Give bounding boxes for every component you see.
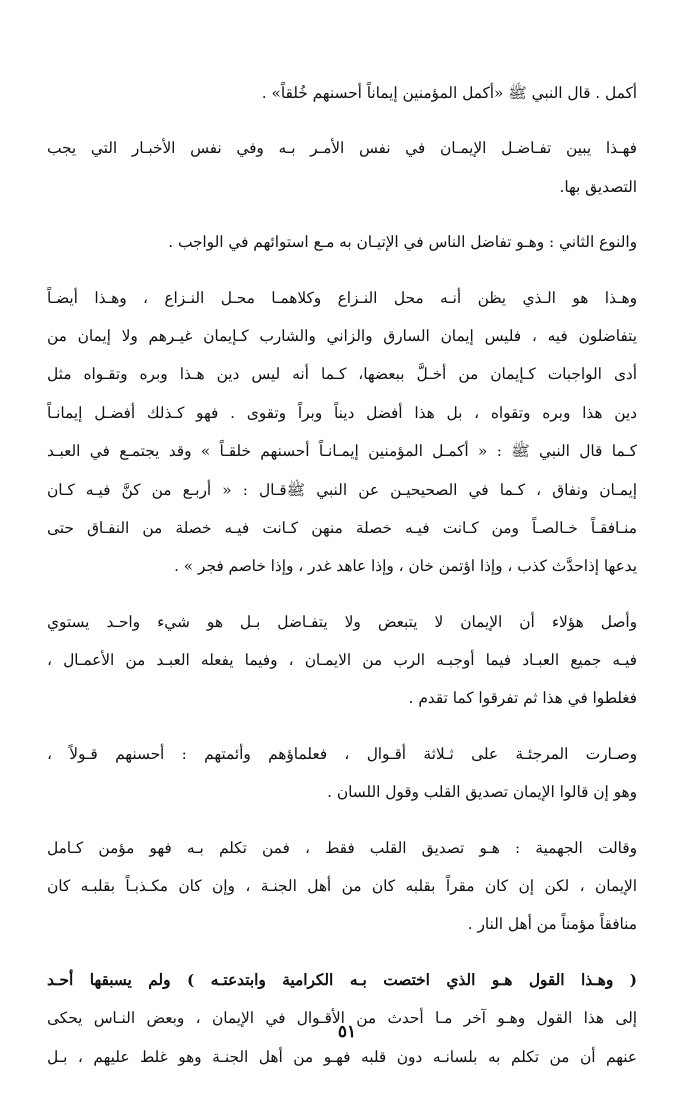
text-line: ( وهـذا القول هـو الذي اختصت بـه الكرامية وابتدعتـه ) ولم يسبقها أحـد (47, 970, 637, 989)
body-text (47, 74, 637, 1093)
text-line: دين هذا وبره وتقواه ، بل هذا أفضل ديناً وبراً وتقوى . فهو كـذلك أفضـل إيمانـاً (47, 403, 637, 422)
text-line: وأصل هؤلاء أن الإيمان لا يتبعض ولا يتفـاضل بـل هو شيء واحـد يستوي (47, 612, 637, 631)
paragraph (47, 279, 637, 586)
text-line: الإيمان ، لكن إن كان مقراً بقلبه كان من أهل الجنـة ، وإن كان مكـذبـاً بقلبـه كان (47, 877, 637, 896)
text-line: وقالت الجهمية : هـو تصديق القلب فقط ، فمن تكلم بـه فهو مؤمن كـامل (47, 838, 637, 857)
paragraph (47, 603, 637, 718)
text-line: كـما قال النبي ﷺ : « أكمـل المؤمنين إيمـانـاً أحسنهم خلقـاً » وقد يجتمـع في العبـد (47, 442, 637, 461)
text-line: منافقاً مؤمناً من أهل النار . (467, 915, 637, 934)
text-line: عنهم أن من تكلم به بلسانـه دون قلبه فهـو من أهل الجنـة وهو غلط عليهم ، بـل (47, 1047, 637, 1066)
text-line: فهـذا يبين تفـاضـل الإيمـان في نفس الأمـر بـه وفي نفس الأخبـار التي يجب (47, 139, 637, 158)
text-line: يدعها إذاحدَّث كذب ، وإذا اؤتمن خان ، وإذا عاهد غدر ، وإذا خاصم فجر » . (174, 557, 637, 576)
paragraph (47, 735, 637, 812)
text-line: وهـذا هو الـذي يظن أنـه محل النـزاع وكلاهمـا محـل النـزاع ، وهـذا أيضـاً (47, 288, 637, 307)
text-line: والنوع الثاني : وهـو تفاضل الناس في الإتيـان به مـع استوائهم في الواجب . (168, 233, 637, 252)
text-line: وهو إن قالوا الإيمان تصديق القلب وقول اللسان . (327, 783, 637, 802)
paragraph (47, 829, 637, 944)
text-line: يتفاضلون فيه ، فليس إيمان السارق والزاني والشارب كـإيمان غيـرهم ولا إيمان من (47, 326, 637, 345)
paragraph (47, 961, 637, 1076)
text-line: إيمـان ونفاق ، كـما في الصحيحيـن عن النبي ﷺقـال : « أربـع من كنَّ فيـه كـان (47, 480, 637, 499)
paragraph (47, 74, 637, 112)
paragraph (47, 129, 637, 206)
text-line: منـافقـاً خـالصـاً ومن كـانت فيـه خصلة منهن كـانت فيـه خصلة من النفـاق حتى (47, 518, 637, 537)
text-line: وصـارت المرجئـة على ثـلاثة أقـوال ، فعلماؤهم وأئمتهم : أحسنهم قـولاً ، (47, 744, 637, 763)
text-line: التصديق بها. (559, 177, 637, 196)
paragraph (47, 223, 637, 261)
text-line: أدى الواجبات كـإيمان من أخـلَّ ببعضها، كـما أنه ليس دين هـذا وبره وتقـواه مثل (47, 365, 637, 384)
page-number: ٥١ (337, 1022, 357, 1042)
text-line: فغلطوا في هذا ثم تفرقوا كما تقدم . (408, 689, 637, 708)
text-line: أكمل . قال النبي ﷺ «أكمل المؤمنين إيماناً أحسنهم خُلقاً» . (261, 84, 637, 102)
text-line: إلى هذا القول وهـو آخر مـا أحدث من الأقـوال في الإيمان ، وبعض النـاس يحكى (47, 1009, 637, 1028)
text-line: فيـه جميع العبـاد فيما أوجبـه الرب من الايمـان ، وفيما يفعله العبـد من الأعمـال ، (47, 651, 637, 670)
